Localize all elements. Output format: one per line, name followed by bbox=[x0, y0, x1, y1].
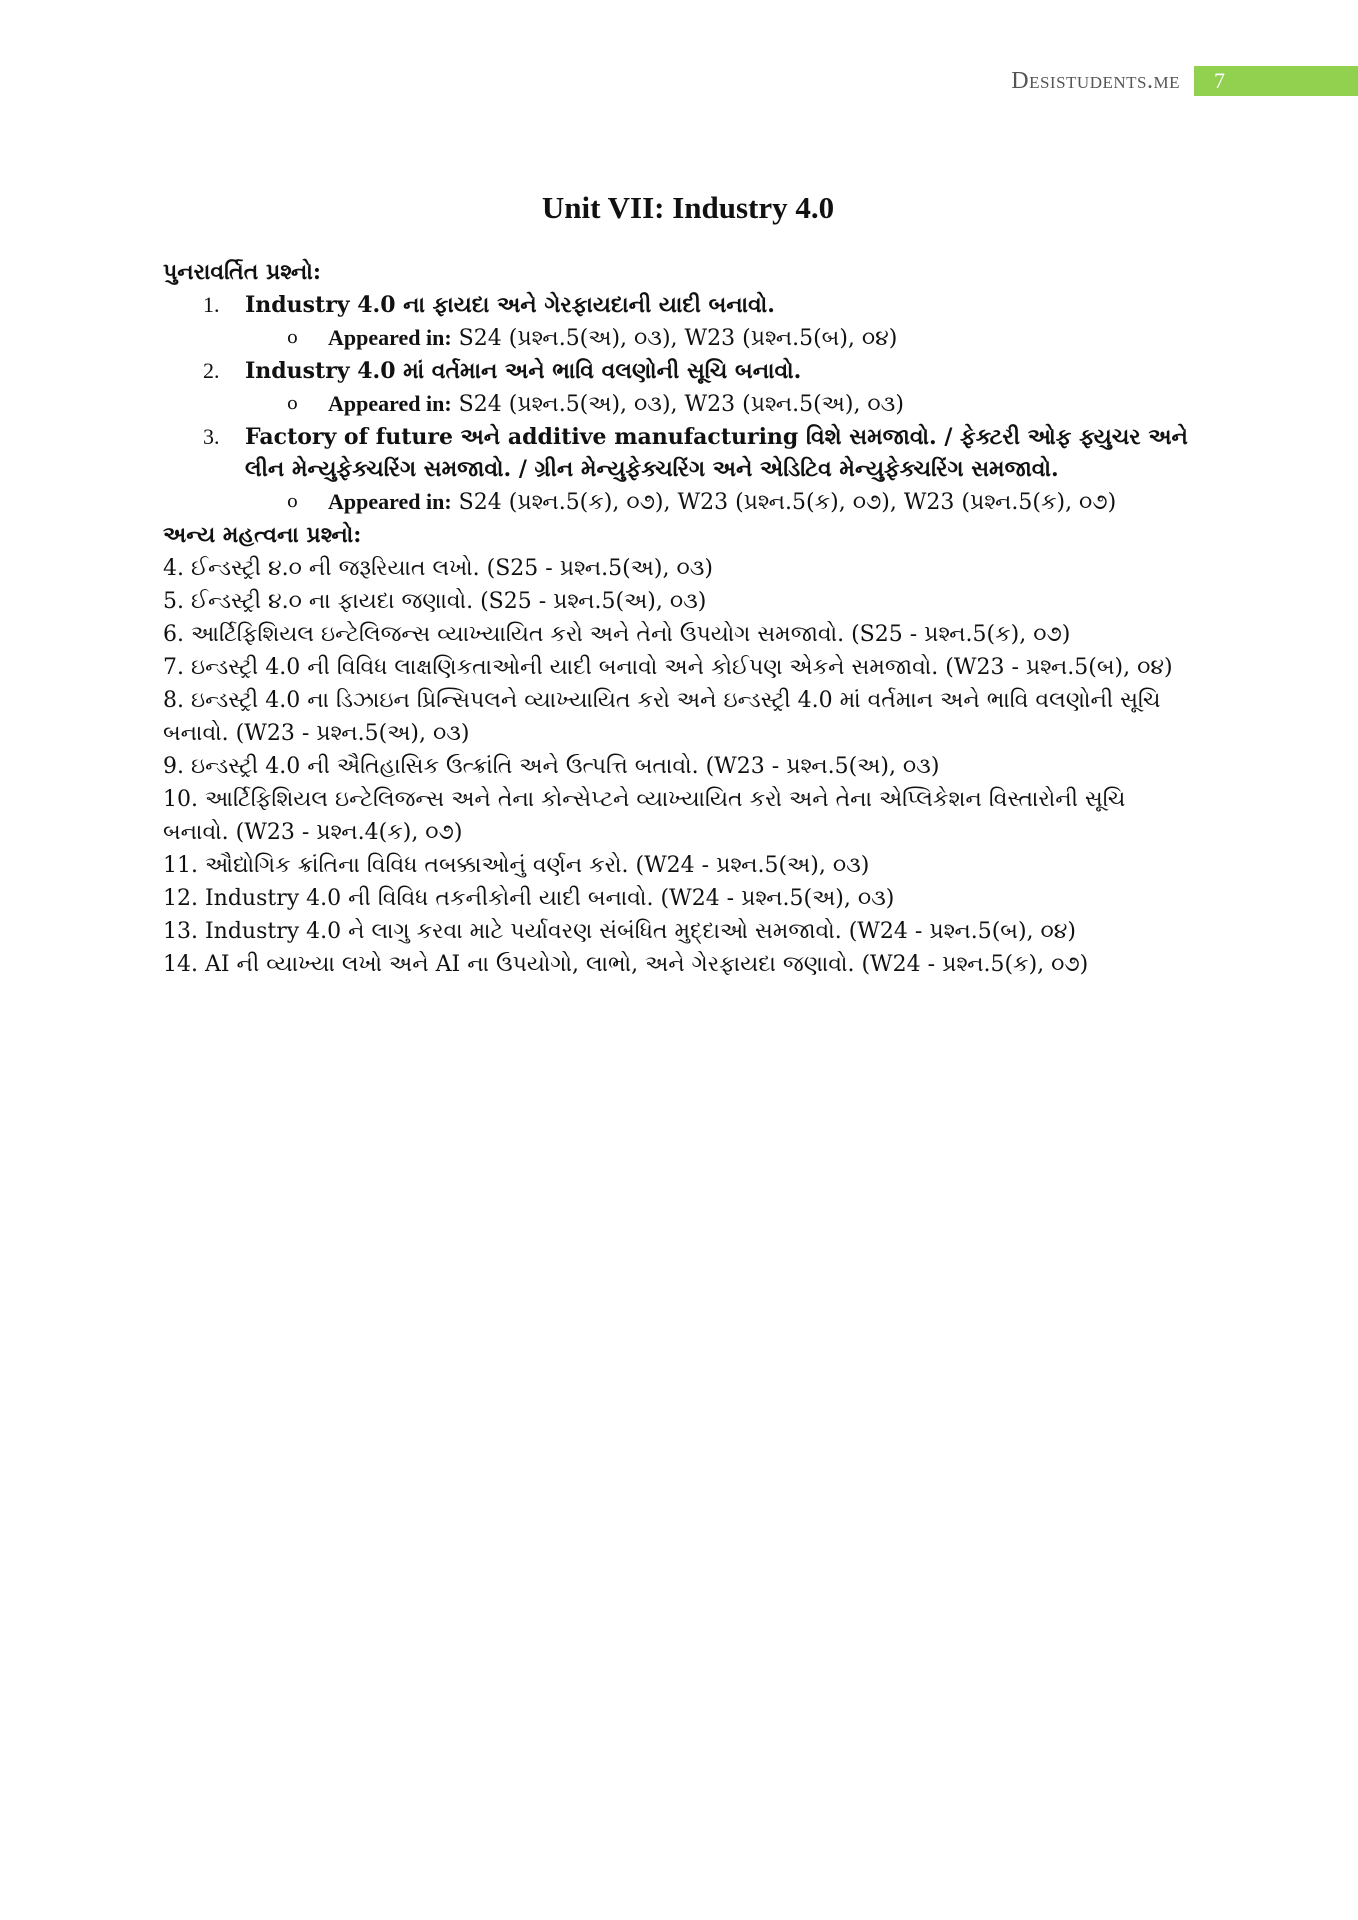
repeated-question-list bbox=[163, 289, 1193, 519]
appeared-in-line bbox=[163, 387, 1193, 421]
other-question-list bbox=[163, 552, 1193, 981]
appeared-text: S24 (પ્રશ્ન.5(અ), ૦૩), W23 (પ્રશ્ન.5(અ), ૦૩) bbox=[458, 392, 904, 417]
repeated-question bbox=[163, 355, 1193, 387]
list-item: 7. ઇન્ડસ્ટ્રી 4.0 ની વિવિધ લાક્ષણિકતાઓની યાદી બનાવો અને કોઈપણ એકને સમજાવો. (W23 - પ્રશ્ન.5(બ), ૦૪) bbox=[163, 655, 1173, 680]
other-questions-heading: અન્ય મહત્વના પ્રશ્નો: bbox=[163, 522, 362, 548]
list-item: 6. આર્ટિફિશિયલ ઇન્ટેલિજન્સ વ્યાખ્યાયિત કરો અને તેનો ઉપયોગ સમજાવો. (S25 - પ્રશ્ન.5(ક), ૦૭) bbox=[163, 622, 1071, 647]
appeared-text: S24 (પ્રશ્ન.5(ક), ૦૭), W23 (પ્રશ્ન.5(ક), ૦૭), W23 (પ્રશ્ન.5(ક), ૦૭) bbox=[458, 490, 1117, 515]
question-text: Industry 4.0 માં વર્તમાન અને ભાવિ વલણોની સૂચિ બનાવો. bbox=[245, 358, 802, 384]
question-number: 1. bbox=[203, 292, 220, 317]
repeated-question bbox=[163, 421, 1193, 485]
list-item: 8. ઇન્ડસ્ટ્રી 4.0 ના ડિઝાઇન પ્રિન્સિપલને વ્યાખ્યાયિત કરો અને ઇન્ડસ્ટ્રી 4.0 માં વર્તમાન અને ભાવિ વલણોની સૂચિ બનાવો. (W23 - પ્રશ્ન.5(અ), ૦૩) bbox=[163, 688, 1161, 746]
appeared-label: Appeared in: bbox=[328, 391, 452, 416]
list-item: 12. Industry 4.0 ની વિવિધ તકનીકોની યાદી બનાવો. (W24 - પ્રશ્ન.5(અ), ૦૩) bbox=[163, 886, 895, 911]
list-item: 10. આર્ટિફિશિયલ ઇન્ટેલિજન્સ અને તેના કોન્સેપ્ટને વ્યાખ્યાયિત કરો અને તેના એપ્લિકેશન વિસ્તારોની સૂચિ બનાવો. (W23 - પ્રશ્ન.4(ક), ૦૭) bbox=[163, 787, 1126, 845]
site-name: Desistudents.me bbox=[1011, 67, 1180, 94]
repeated-questions-heading: પુનરાવર્તિત પ્રશ્નો: bbox=[163, 259, 321, 285]
list-item: 14. AI ની વ્યાખ્યા લખો અને AI ના ઉપયોગો, લાભો, અને ગેરફાયદા જણાવો. (W24 - પ્રશ્ન.5(ક), ૦૭) bbox=[163, 952, 1089, 977]
appeared-label: Appeared in: bbox=[328, 325, 452, 350]
question-text: Factory of future અને additive manufacturing વિશે સમજાવો. / ફેક્ટરી ઓફ ફ્યુચર અને લીન મેન્યુફેક્ચરિંગ સમજાવો. / ગ્રીન મેન્યુફેક્ચરિંગ અને એડિટિવ મેન્યુફેક્ચરિંગ સમજાવો. bbox=[245, 424, 1188, 482]
page-title: Unit VII: Industry 4.0 bbox=[541, 190, 835, 225]
appeared-label: Appeared in: bbox=[328, 489, 452, 514]
list-item: 13. Industry 4.0 ને લાગુ કરવા માટે પર્યાવરણ સંબંધિત મુદ્દાઓ સમજાવો. (W24 - પ્રશ્ન.5(બ), ૦૪) bbox=[163, 919, 1076, 944]
appeared-in-line bbox=[163, 485, 1193, 519]
bullet-circle-icon: o bbox=[287, 393, 298, 414]
appeared-in-line bbox=[163, 321, 1193, 355]
list-item: 4. ઈન્ડસ્ટ્રી ૪.૦ ની જરૂરિયાત લખો. (S25 - પ્રશ્ન.5(અ), ૦૩) bbox=[163, 556, 713, 581]
appeared-text: S24 (પ્રશ્ન.5(અ), ૦૩), W23 (પ્રશ્ન.5(બ), ૦૪) bbox=[458, 326, 898, 351]
list-item: 11. ઔદ્યોગિક ક્રાંતિના વિવિધ તબક્કાઓનું વર્ણન કરો. (W24 - પ્રશ્ન.5(અ), ૦૩) bbox=[163, 853, 870, 878]
bullet-circle-icon: o bbox=[287, 327, 298, 348]
list-item: 9. ઇન્ડસ્ટ્રી 4.0 ની ઐતિહાસિક ઉત્ક્રાંતિ અને ઉત્પત્તિ બતાવો. (W23 - પ્રશ્ન.5(અ), ૦૩) bbox=[163, 754, 940, 779]
repeated-question bbox=[163, 289, 1193, 321]
list-item: 5. ઈન્ડસ્ટ્રી ૪.૦ ના ફાયદા જણાવો. (S25 - પ્રશ્ન.5(અ), ૦૩) bbox=[163, 589, 707, 614]
page-header bbox=[1011, 66, 1358, 96]
page-number: 7 bbox=[1214, 68, 1225, 93]
bullet-circle-icon: o bbox=[287, 491, 298, 512]
question-text: Industry 4.0 ના ફાયદા અને ગેરફાયદાની યાદી બનાવો. bbox=[245, 292, 775, 318]
page-number-badge bbox=[1194, 66, 1358, 96]
question-number: 3. bbox=[203, 424, 220, 449]
document-body bbox=[163, 190, 1193, 981]
question-number: 2. bbox=[203, 358, 220, 383]
